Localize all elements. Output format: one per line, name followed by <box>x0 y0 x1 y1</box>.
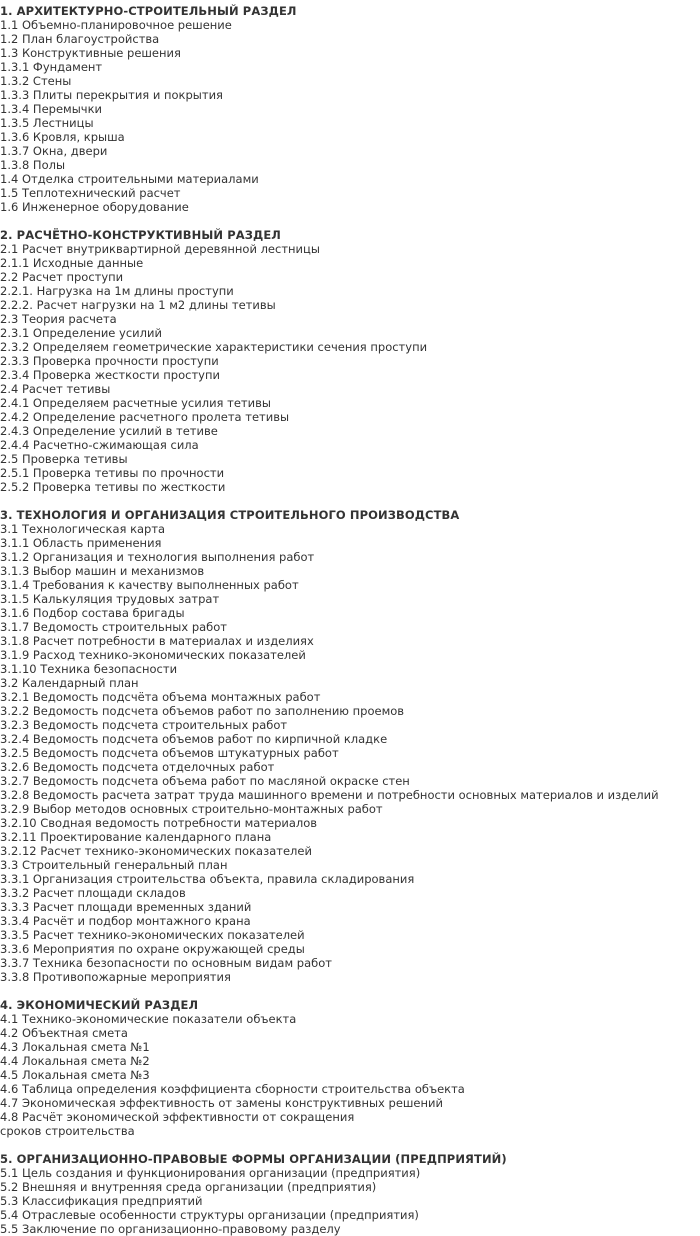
toc-item: 3.2.4 Ведомость подсчета объемов работ по кирпичной кладке <box>0 732 388 746</box>
toc-item: 3.3.6 Мероприятия по охране окружающей среды <box>0 942 305 956</box>
section-title: 2. РАСЧЁТНО-КОНСТРУКТИВНЫЙ РАЗДЕЛ <box>0 228 281 242</box>
toc-item: 3.3.5 Расчет технико-экономических показателей <box>0 928 305 942</box>
toc-item: 1.1 Объемно-планировочное решение <box>0 18 232 32</box>
toc-item: 1.4 Отделка строительными материалами <box>0 172 259 186</box>
toc-item: 1.2 План благоустройства <box>0 32 160 46</box>
toc-item: 1.3.8 Полы <box>0 158 66 172</box>
toc-item: 3.2.8 Ведомость расчета затрат труда машинного времени и потребности основных материалов и изделий <box>0 788 659 802</box>
toc-item: 2.3.2 Определяем геометрические характеристики сечения проступи <box>0 340 428 354</box>
toc-item: 3.1.4 Требования к качеству выполненных работ <box>0 578 299 592</box>
toc-item: 2.3.1 Определение усилий <box>0 326 162 340</box>
toc-item: 4.3 Локальная смета №1 <box>0 1040 150 1054</box>
toc-item: 2.1 Расчет внутриквартирной деревянной лестницы <box>0 242 320 256</box>
toc-item: 5.2 Внешняя и внутренняя среда организации (предприятия) <box>0 1180 377 1194</box>
toc-item: 1.3.4 Перемычки <box>0 102 102 116</box>
toc-item: 1.6 Инженерное оборудование <box>0 200 189 214</box>
toc-section <box>0 508 700 984</box>
toc-item: 2.4.2 Определение расчетного пролета тетивы <box>0 410 290 424</box>
toc-item: 3.2.9 Выбор методов основных строительно-монтажных работ <box>0 802 383 816</box>
toc-item: 3.1.7 Ведомость строительных работ <box>0 620 228 634</box>
toc-item: 4.4 Локальная смета №2 <box>0 1054 150 1068</box>
toc-item: 3.2.12 Расчет технико-экономических показателей <box>0 844 312 858</box>
toc-item: 2.4 Расчет тетивы <box>0 382 111 396</box>
toc-item: 4.2 Объектная смета <box>0 1026 128 1040</box>
toc-item: 3.3 Строительный генеральный план <box>0 858 228 872</box>
toc-item: 3.3.7 Техника безопасности по основным видам работ <box>0 956 332 970</box>
toc-section <box>0 4 700 214</box>
toc-item: 1.3 Конструктивные решения <box>0 46 181 60</box>
toc-item: 3.2.11 Проектирование календарного плана <box>0 830 272 844</box>
toc-item: 2.5.2 Проверка тетивы по жесткости <box>0 480 226 494</box>
toc-item: 3.1.2 Организация и технология выполнения работ <box>0 550 315 564</box>
toc-item: 5.4 Отраслевые особенности структуры организации (предприятия) <box>0 1208 419 1222</box>
toc-item: 3.3.2 Расчет площади складов <box>0 886 186 900</box>
toc-item: 1.3.6 Кровля, крыша <box>0 130 125 144</box>
toc-item: 3.3.1 Организация строительства объекта, правила складирования <box>0 872 415 886</box>
toc-item: 5.3 Классификация предприятий <box>0 1194 203 1208</box>
toc-item: 2.5.1 Проверка тетивы по прочности <box>0 466 225 480</box>
toc-item: 1.3.1 Фундамент <box>0 60 103 74</box>
toc-item: 3.2 Календарный план <box>0 676 139 690</box>
toc-item: 4.5 Локальная смета №3 <box>0 1068 150 1082</box>
toc-section <box>0 1152 700 1236</box>
toc-item: 2.2.1. Нагрузка на 1м длины проступи <box>0 284 234 298</box>
toc-item: 3.1.10 Техника безопасности <box>0 662 178 676</box>
toc-item: 3.2.5 Ведомость подсчета объемов штукатурных работ <box>0 746 339 760</box>
toc-item: 2.4.3 Определение усилий в тетиве <box>0 424 218 438</box>
toc-item: 3.2.3 Ведомость подсчета строительных работ <box>0 718 288 732</box>
toc-item: 2.2.2. Расчет нагрузки на 1 м2 длины тетивы <box>0 298 276 312</box>
toc-item: 3.2.1 Ведомость подсчёта объема монтажных работ <box>0 690 321 704</box>
toc-item: сроков строительства <box>0 1124 135 1138</box>
toc-item: 3.1.8 Расчет потребности в материалах и изделиях <box>0 634 314 648</box>
toc-item: 3.2.2 Ведомость подсчета объемов работ по заполнению проемов <box>0 704 405 718</box>
toc-item: 3.3.3 Расчет площади временных зданий <box>0 900 252 914</box>
toc-item: 4.6 Таблица определения коэффициента сборности строительства объекта <box>0 1082 465 1096</box>
section-title: 3. ТЕХНОЛОГИЯ И ОРГАНИЗАЦИЯ СТРОИТЕЛЬНОГО ПРОИЗВОДСТВА <box>0 508 460 522</box>
toc-item: 1.3.2 Стены <box>0 74 72 88</box>
toc-item: 2.4.4 Расчетно-сжимающая сила <box>0 438 199 452</box>
toc-item: 3.1.1 Область применения <box>0 536 162 550</box>
toc-item: 3.1.5 Калькуляция трудовых затрат <box>0 592 220 606</box>
toc-item: 1.5 Теплотехнический расчет <box>0 186 181 200</box>
toc-item: 1.3.3 Плиты перекрытия и покрытия <box>0 88 223 102</box>
toc-item: 3.1.3 Выбор машин и механизмов <box>0 564 205 578</box>
toc-item: 2.2 Расчет проступи <box>0 270 124 284</box>
toc-item: 3.1 Технологическая карта <box>0 522 166 536</box>
toc-section <box>0 228 700 494</box>
toc-section <box>0 998 700 1138</box>
toc-item: 5.5 Заключение по организационно-правовому разделу <box>0 1222 341 1236</box>
toc-item: 4.1 Технико-экономические показатели объекта <box>0 1012 297 1026</box>
toc-item: 3.2.10 Сводная ведомость потребности материалов <box>0 816 318 830</box>
toc-item: 2.4.1 Определяем расчетные усилия тетивы <box>0 396 271 410</box>
toc-item: 4.7 Экономическая эффективность от замены конструктивных решений <box>0 1096 443 1110</box>
toc-item: 1.3.7 Окна, двери <box>0 144 108 158</box>
toc-item: 3.2.7 Ведомость подсчета объема работ по масляной окраске стен <box>0 774 410 788</box>
toc-item: 2.3 Теория расчета <box>0 312 117 326</box>
toc-item: 3.3.8 Противопожарные мероприятия <box>0 970 231 984</box>
toc-item: 1.3.5 Лестницы <box>0 116 94 130</box>
toc-item: 3.3.4 Расчёт и подбор монтажного крана <box>0 914 251 928</box>
toc-item: 3.1.9 Расход технико-экономических показателей <box>0 648 306 662</box>
toc-item: 4.8 Расчёт экономической эффективности от сокращения <box>0 1110 355 1124</box>
toc-item: 3.1.6 Подбор состава бригады <box>0 606 185 620</box>
toc-item: 5.1 Цель создания и функционирования организации (предприятия) <box>0 1166 421 1180</box>
toc-item: 2.5 Проверка тетивы <box>0 452 128 466</box>
toc-item: 2.3.4 Проверка жесткости проступи <box>0 368 220 382</box>
section-title: 1. АРХИТЕКТУРНО-СТРОИТЕЛЬНЫЙ РАЗДЕЛ <box>0 4 297 18</box>
section-title: 4. ЭКОНОМИЧЕСКИЙ РАЗДЕЛ <box>0 998 199 1012</box>
toc-item: 2.1.1 Исходные данные <box>0 256 144 270</box>
toc-item: 3.2.6 Ведомость подсчета отделочных работ <box>0 760 275 774</box>
toc-item: 2.3.3 Проверка прочности проступи <box>0 354 219 368</box>
section-title: 5. ОРГАНИЗАЦИОННО-ПРАВОВЫЕ ФОРМЫ ОРГАНИЗАЦИИ (ПРЕДПРИЯТИЙ) <box>0 1152 507 1166</box>
